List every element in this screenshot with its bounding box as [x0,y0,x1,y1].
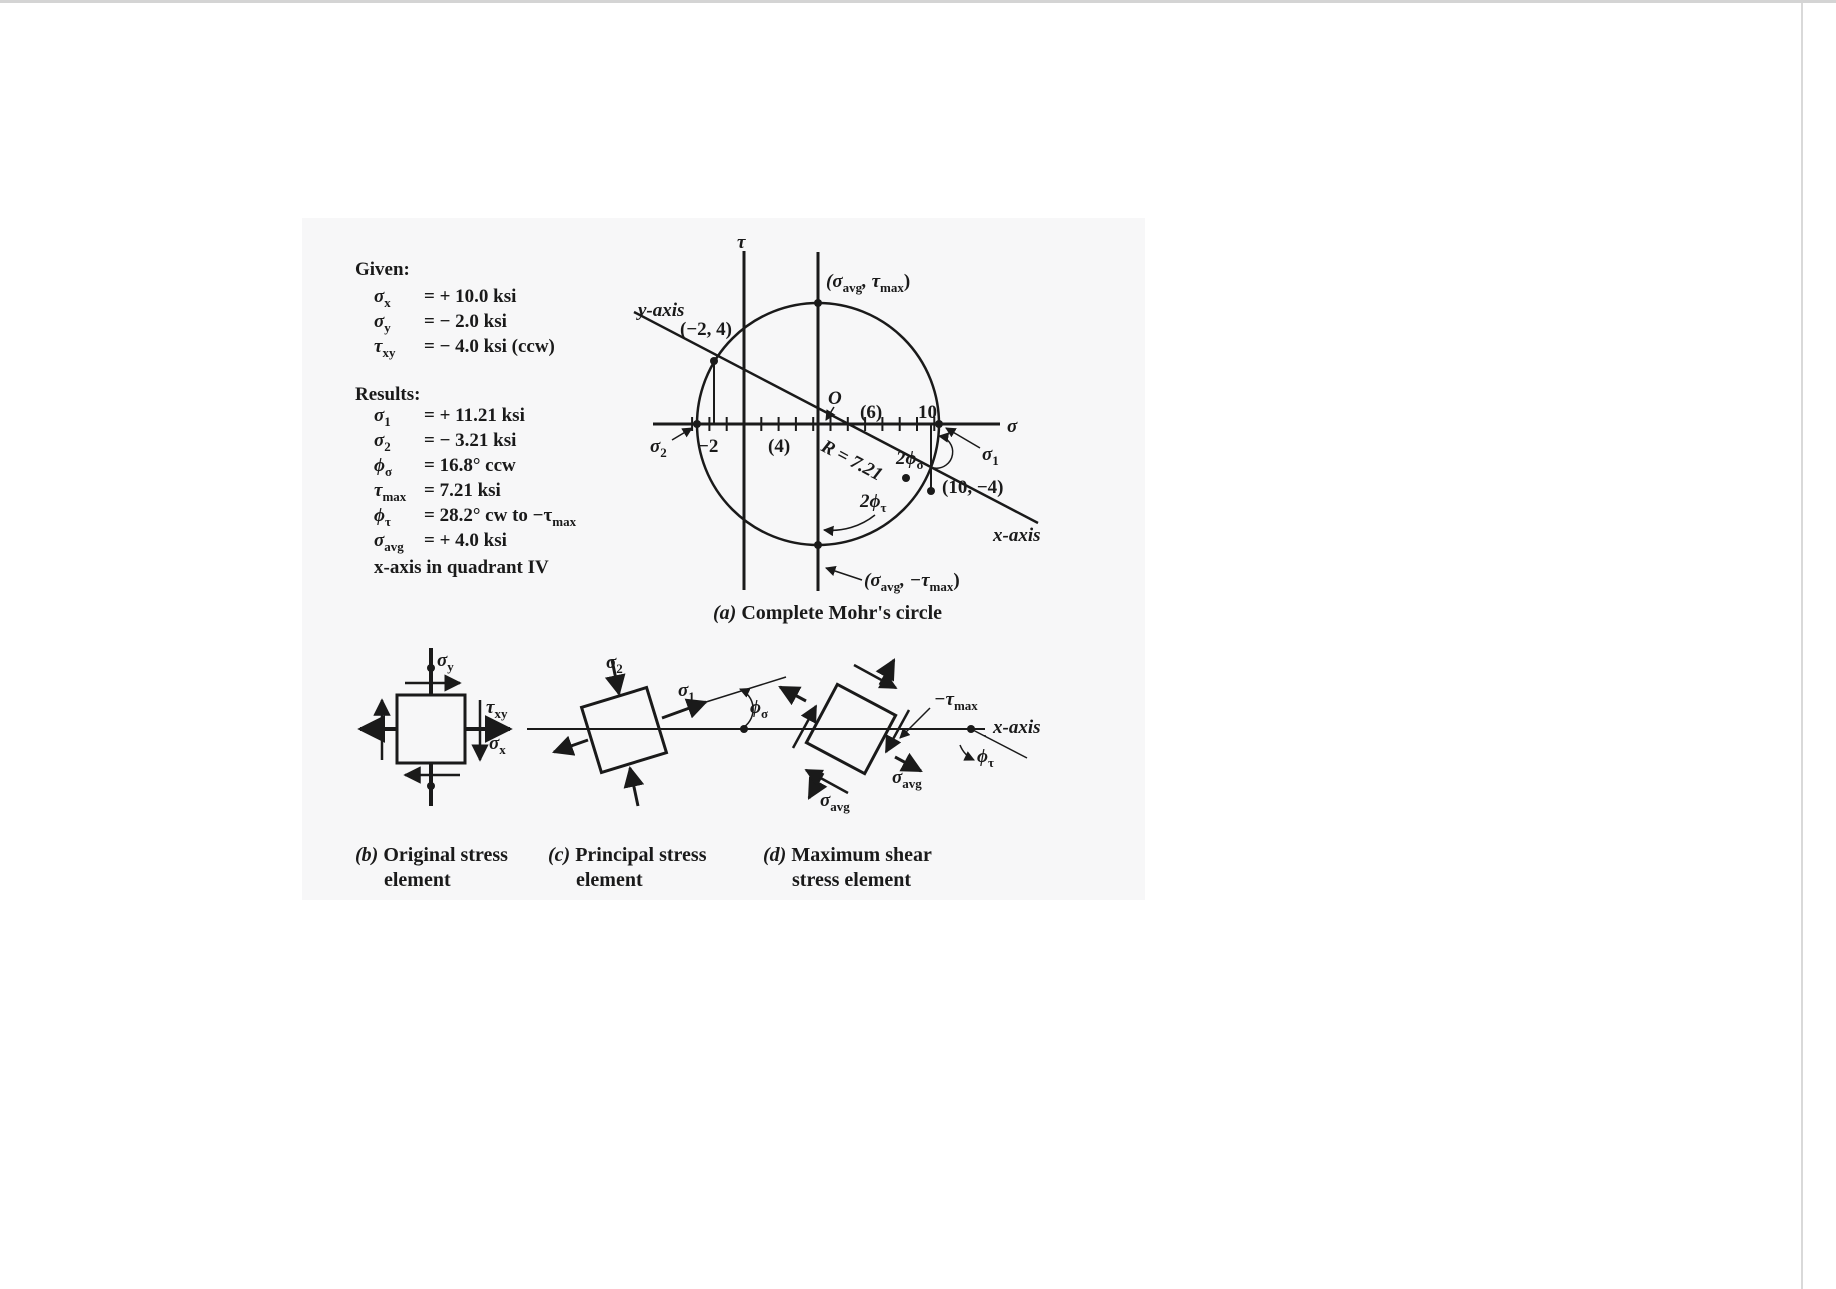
given-heading: Given: [355,259,410,280]
center-mark-point [902,474,910,482]
mohr-circle-diagram [634,232,1041,624]
tick-label-10: 10 [918,402,937,423]
caption-d-line2: stress element [792,869,912,891]
sigma-y-arrow-head-bottom [427,782,435,790]
caption-a: (a) Complete Mohr's circle [713,602,943,624]
x-point-label: (10, −4) [942,477,1004,498]
neg-tau-max-point-label: ($\sigma_{avg}$, $-\tau_{max}$) [864,570,960,594]
shear-x-axis-label: x-axis [993,717,1041,738]
caption-d-line1: (d) Maximum shear [763,844,932,866]
result-sigma1-symbol: $\sigma_1$ [374,405,391,429]
original-element-square [397,695,465,763]
sigma2-leader [672,428,692,440]
given-sigma-x-value: = + 10.0 ksi [424,286,517,307]
results-heading: Results: [355,384,421,405]
result-sigma2-symbol: $\sigma_2$ [374,430,391,454]
result-phi-sigma-value: = 16.8° ccw [424,455,516,476]
result-phi-tau-symbol: $\phi_\tau$ [374,505,391,529]
original-tau-xy-label: $\tau_{xy}$ [486,697,508,721]
shear-sigma-avg-label-right: $\sigma_{avg}$ [892,767,922,791]
sigma1-arrow-left [554,740,588,752]
principal-sigma1-label: $\sigma_1$ [678,680,695,704]
phi-tau-arc [960,745,974,760]
principal-phi-sigma-label: $\phi_\sigma$ [750,697,769,721]
result-tau-max-symbol: $\tau_{max}$ [374,480,407,504]
result-sigma1-value: = + 11.21 ksi [424,405,525,426]
tau-axis-label: τ [737,232,746,253]
sigma2-point [693,420,701,428]
dimension-6-label: (6) [860,402,883,423]
shear-arrow-left [793,706,816,748]
shear-sigma-avg-label-bottom: $\sigma_{avg}$ [820,790,850,814]
caption-b-line1: (b) Original stress [355,844,508,866]
result-sigma2-value: = − 3.21 ksi [424,430,517,451]
original-sigma-y-label: $\sigma_y$ [437,650,454,674]
result-sigma-avg-symbol: $\sigma_{avg}$ [374,530,404,554]
max-shear-stress-element [780,660,1041,814]
x-axis-label: x-axis [993,525,1041,546]
caption-c-line1: (c) Principal stress [548,844,707,866]
sigma-y-arrow-head-top [427,664,435,672]
result-phi-tau-value: = 28.2° cw to $-\tau_{max}$ [424,505,577,529]
result-tau-max-value: = 7.21 ksi [424,480,501,501]
principal-direction-line [706,677,786,702]
shear-phi-tau-label: $\phi_\tau$ [977,746,994,770]
given-sigma-y-symbol: $\sigma_y$ [374,311,391,335]
sigma2-label: $\sigma_2$ [650,436,667,460]
tick-label-minus2: −2 [698,436,719,457]
caption-b-line2: element [384,869,451,891]
original-sigma-x-label: $\sigma_x$ [489,733,506,757]
result-sigma-avg-value: = + 4.0 ksi [424,530,507,551]
two-phi-sigma-label: $2\phi_\sigma$ [896,448,924,472]
sigma2-arrow-bottom [630,768,638,806]
principal-sigma2-label: $\sigma_2$ [606,652,623,676]
result-phi-sigma-symbol: $\phi_\sigma$ [374,455,393,479]
x-point [927,487,935,495]
neg-tau-max-point [814,541,822,549]
two-phi-tau-label: $2\phi_\tau$ [860,491,887,515]
sigma-axis-label: σ [1007,416,1018,437]
dimension-4-label: (4) [768,436,791,457]
results-block [355,384,577,578]
given-tau-xy-value: = − 4.0 ksi (ccw) [424,336,555,357]
given-block [355,259,555,360]
neg-tau-max-leader [826,568,862,580]
tau-max-point [814,299,822,307]
caption-c-line2: element [576,869,643,891]
original-stress-element [360,648,510,806]
tau-max-leader [900,708,930,738]
two-phi-tau-arc [824,515,875,530]
y-axis-label: y-axis [638,300,685,321]
origin-label: O [828,388,842,409]
sigma-avg-arrow-left [780,687,806,701]
tau-max-point-label: ($\sigma_{avg}$, $\tau_{max}$) [826,271,911,295]
shear-arrow-right [886,710,909,752]
y-point-label: (−2, 4) [680,319,732,340]
given-sigma-x-symbol: $\sigma_x$ [374,286,391,310]
sigma1-arrow-right [662,702,706,718]
given-sigma-y-value: = − 2.0 ksi [424,311,507,332]
given-tau-xy-symbol: $\tau_{xy}$ [374,336,396,360]
y-point [710,357,718,365]
result-note: x-axis in quadrant IV [374,557,549,578]
radius-label: R = 7.21 [817,435,887,486]
sigma1-label: $\sigma_1$ [982,444,999,468]
shear-tau-max-label: $-\tau_{max}$ [934,689,978,713]
